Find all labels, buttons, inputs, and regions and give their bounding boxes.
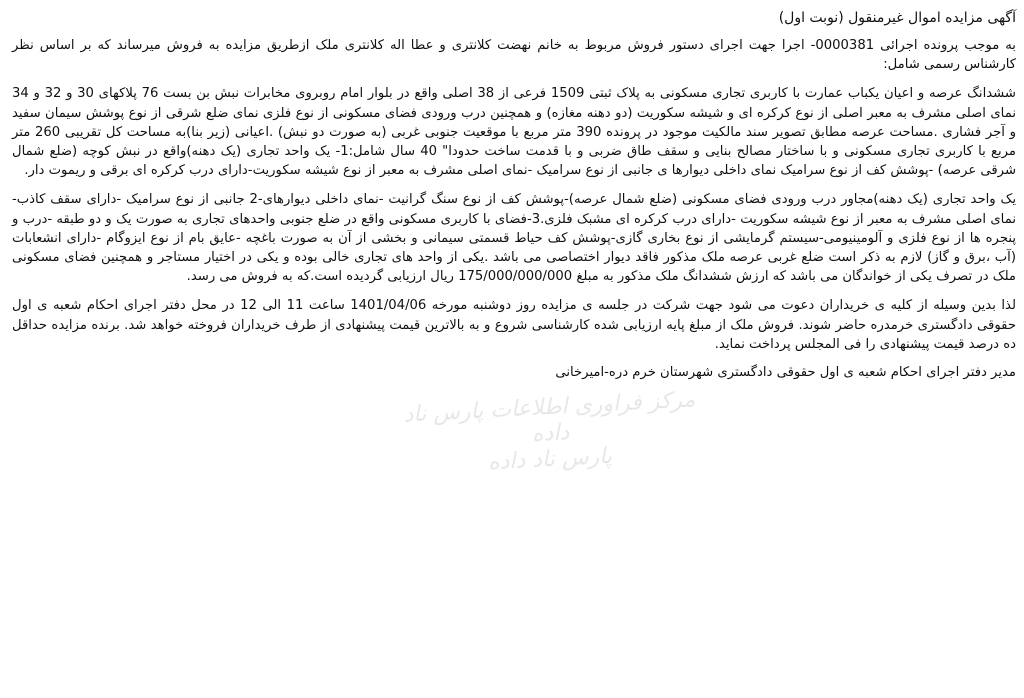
notice-title: آگهی مزایده اموال غیرمنقول (نوبت اول) — [778, 10, 1016, 26]
auction-invitation: لذا بدین وسیله از کلیه ی خریداران دعوت می شود جهت شرکت در جلسه ی مزایده روز دوشنبه مورخه 1401/04/06 ساعت 11 الی 12 در محل دفتر اجرای احکام شعبه ی اول حقوقی دادگستری خرمدره حاضر شوند. فروش ملک از مبلغ پایه ارزیابی شده کارشناسی شروع و به بالاترین قیمت پیشنهادی از طرف خریداران فروخته خواهد شد. برنده مزایده حداقل ده درصد قیمت پیشنهادی را فی المجلس پرداخت نماید. — [12, 298, 1017, 352]
watermark-line-2: پارس ناد داده — [487, 443, 613, 476]
notice-signature: مدیر دفتر اجرای احکام شعبه ی اول حقوقی دادگستری شهرستان خرم دره-امیرخانی — [555, 365, 1016, 381]
property-description-2: یک واحد تجاری (یک دهنه)مجاور درب ورودی فضای مسکونی (ضلع شمال عرصه)-پوشش کف از نوع سنگ گرانیت -نمای داخلی دیوارهای-2 جانبی از نوع سرامیک -دارای سقف کاذب-نمای اصلی مشرف به معبر از نوع شیشه سکوریت -دارای درب کرکره ای مشبک فلزی.3-فضای با کاربری مسکونی واقع در ضلع جنوبی واحدهای تجاری به صورت یک و دو طبقه -درب و پنجره ها از نوع فلزی و آلومینیومی-سیستم گرمایشی از نوع بخاری گازی-پوشش کف حیاط قسمتی سیمانی و بخشی از آن به صورت باغچه -عایق بام از نوع ایزوگام -دارای انشعابات (آب ،برق و گاز) لازم به ذکر است ضلع غربی عرصه ملک مذکور فاقد دیوار اختصاصی می باشد .یکی از واحد های تجاری خالی بوده و یکی در اختیار مستاجر و همچنین فضای مسکونی ملک در تصرف یکی از خواندگان می باشد که ارزش ششدانگ ملک مذکور به مبلغ 175/000/000/000 ریال ارزیابی گردیده است.که به فروش می رسد. — [12, 192, 1016, 285]
property-description-1: ششدانگ عرصه و اعیان یکباب عمارت با کاربری تجاری مسکونی به پلاک ثبتی 1509 فرعی از 38 اصلی واقع در بلوار امام روبروی مخابرات نبش بن بست 76 پلاکهای 30 و 32 و 34 نمای اصلی مشرف به معبر اصلی از نوع کرکره ای و شیشه سکوریت (دو دهنه مغازه) و همچنین درب ورودی فضای مسکونی از نوع فلزی نمای ضلع شرقی از نوع پوشش سیمان سفید و آجر فشاری .مساحت عرصه مطابق تصویر سند مالکیت موجود در پرونده 390 متر مربع با موقعیت جنوبی غربی (به صورت دو نبش) .اعیانی (زیر بنا)به مساحت کل تقریبی 260 متر مربع با کاربری تجاری مسکونی و با ساختار مصالح بنایی و سقف طاق ضربی و با قدمت ساخت حدودا" 40 سال شامل:1- یک واحد تجاری (یک دهنه)واقع در نبش کوچه (ضلع شمال شرقی عرصه) -پوشش کف از نوع سرامیک نمای داخلی دیوارها ی جانبی از نوع سرامیک -نمای اصلی مشرف به معبر از نوع شیشه سکوریت-دارای درب کرکره ای برقی و ریموت دار. — [12, 86, 1017, 179]
watermark-line-1: مرکز فراوری اطلاعات پارس ناد داده — [402, 387, 696, 447]
notice-intro: به موجب پرونده اجرائی 0000381- اجرا جهت اجرای دستور فروش مربوط به خانم نهضت کلانتری و عطا اله کلانتری ملک ازطریق مزایده به فروش میرساند که بر اساس نظر کارشناس رسمی شامل: — [12, 38, 1016, 73]
